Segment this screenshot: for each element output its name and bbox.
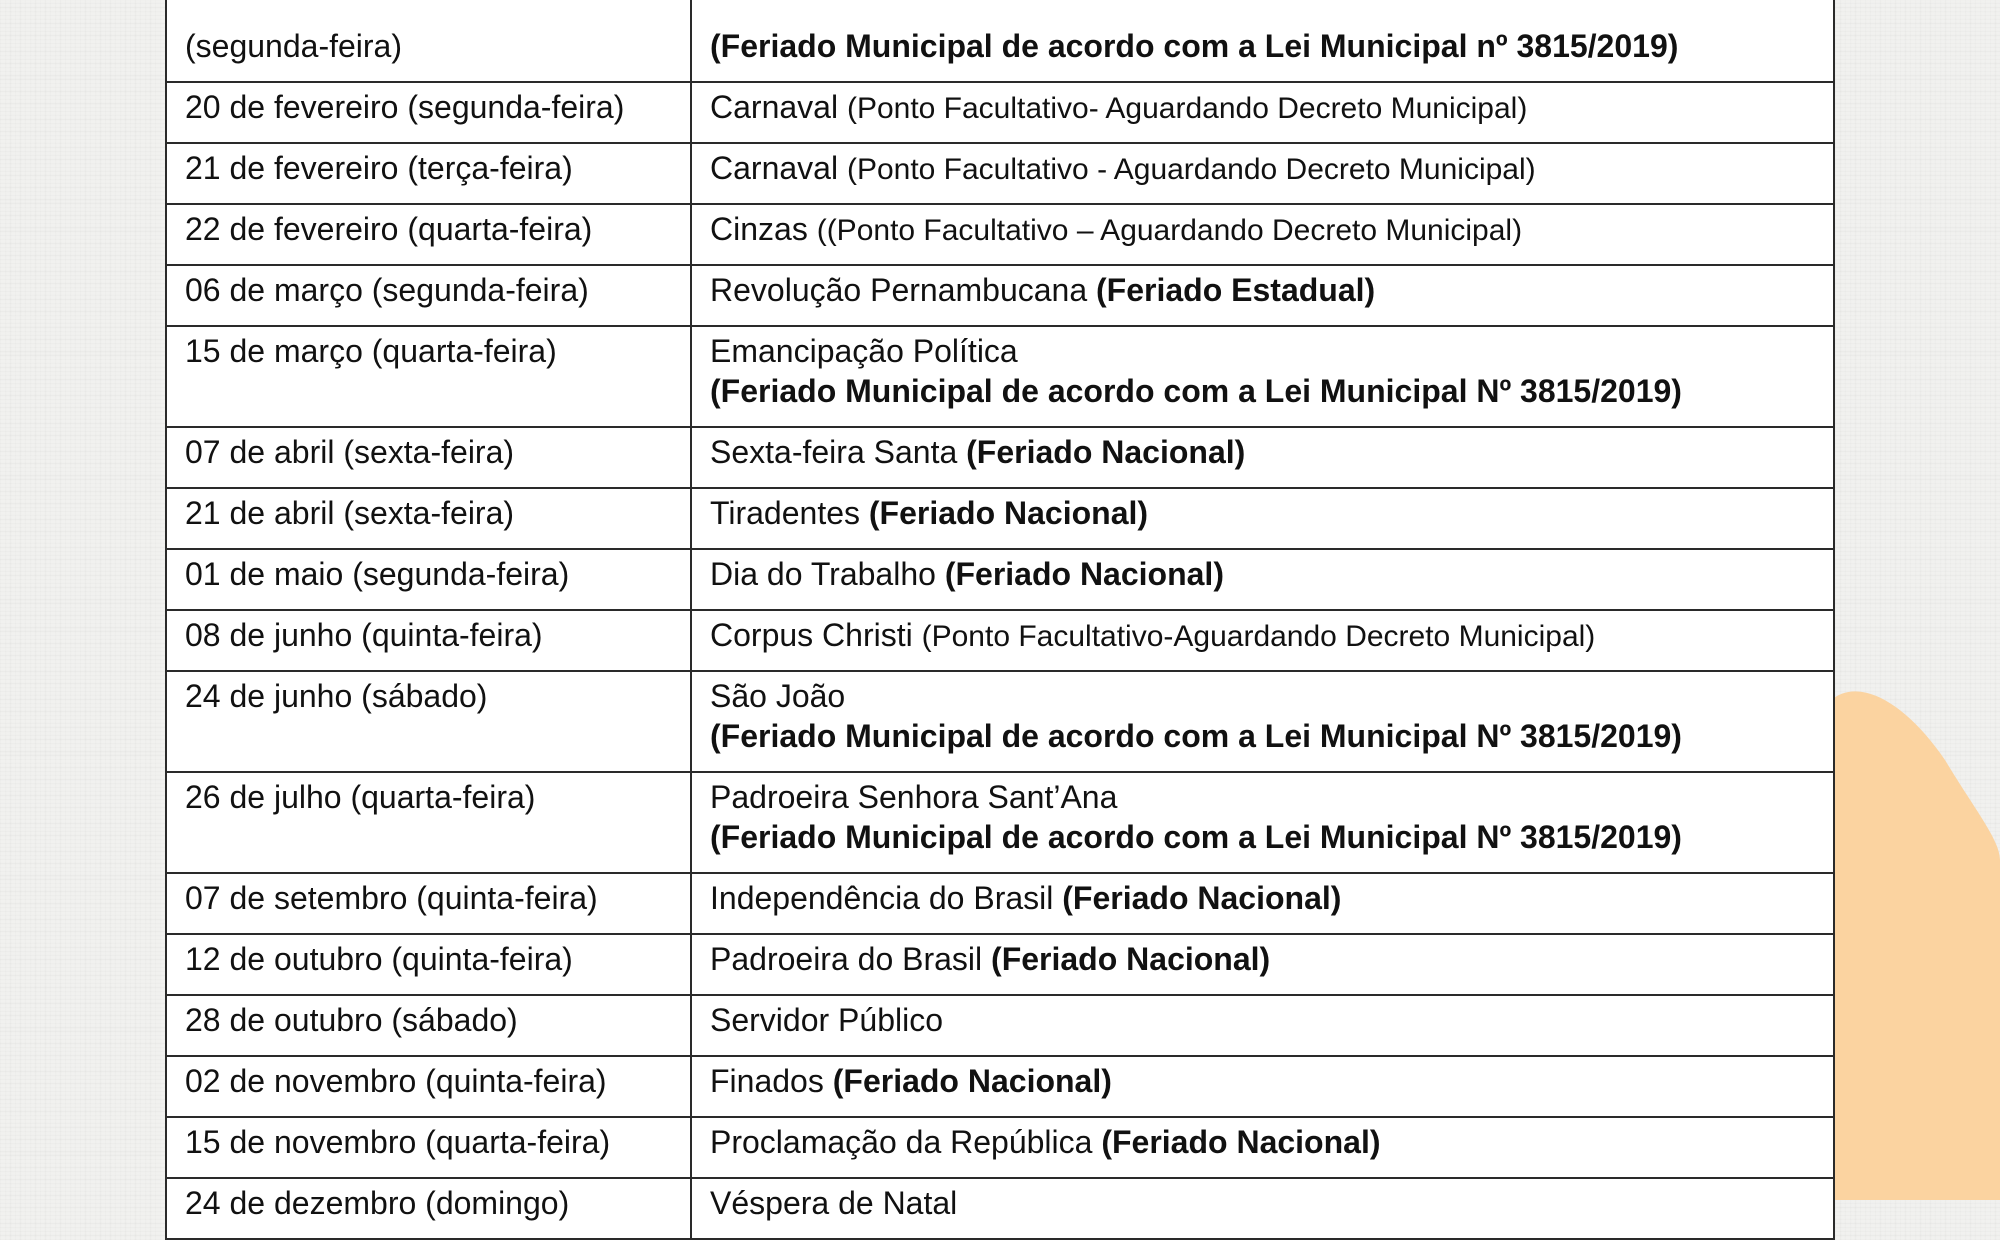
description-cell xyxy=(691,1056,1834,1117)
date-cell: 21 de fevereiro (terça-feira) xyxy=(166,143,691,204)
event-name: São João xyxy=(710,678,846,714)
event-name: Carnaval xyxy=(710,150,847,186)
table-row xyxy=(166,1178,1834,1239)
event-name: Padroeira do Brasil xyxy=(710,941,992,977)
description-cell xyxy=(691,671,1834,772)
table-row xyxy=(166,265,1834,326)
table-row xyxy=(166,873,1834,934)
table-row xyxy=(166,1056,1834,1117)
table-row xyxy=(166,1117,1834,1178)
table-row xyxy=(166,326,1834,427)
description-cell xyxy=(691,772,1834,873)
table-row xyxy=(166,204,1834,265)
date-cell: 06 de março (segunda-feira) xyxy=(166,265,691,326)
description-cell xyxy=(691,265,1834,326)
table-row xyxy=(166,0,1834,82)
date-cell: 07 de setembro (quinta-feira) xyxy=(166,873,691,934)
description-cell xyxy=(691,143,1834,204)
legal-status: (Feriado Nacional) xyxy=(832,1063,1112,1099)
legal-status: (Feriado Nacional) xyxy=(1062,880,1342,916)
event-name: Emancipação Política xyxy=(710,333,1018,369)
date-cell: 28 de outubro (sábado) xyxy=(166,995,691,1056)
event-name: Tiradentes xyxy=(710,495,869,531)
table-row xyxy=(166,488,1834,549)
date-cell: 20 de fevereiro (segunda-feira) xyxy=(166,82,691,143)
table-row xyxy=(166,610,1834,671)
date-cell: 22 de fevereiro (quarta-feira) xyxy=(166,204,691,265)
legal-status: (Feriado Estadual) xyxy=(1096,272,1376,308)
event-name: Finados xyxy=(710,1063,833,1099)
date-cell: 21 de abril (sexta-feira) xyxy=(166,488,691,549)
legal-status: (Feriado Nacional) xyxy=(868,495,1149,531)
event-name: Servidor Público xyxy=(710,1002,943,1038)
table-row xyxy=(166,934,1834,995)
event-name: Proclamação da República xyxy=(710,1124,1102,1160)
event-name: Corpus Christi xyxy=(710,617,922,653)
table-row xyxy=(166,143,1834,204)
description-cell xyxy=(691,488,1834,549)
date-cell: 26 de julho (quarta-feira) xyxy=(166,772,691,873)
description-cell xyxy=(691,873,1834,934)
legal-status: (Feriado Municipal de acordo com a Lei Municipal Nº 3815/2019) xyxy=(710,373,1682,409)
legal-status: (Feriado Nacional) xyxy=(944,556,1224,592)
table-row xyxy=(166,427,1834,488)
holiday-calendar-document xyxy=(165,0,1835,1240)
date-cell: (segunda-feira) xyxy=(166,0,691,82)
description-cell xyxy=(691,1178,1834,1239)
legal-status: (Feriado Nacional) xyxy=(966,434,1246,470)
holiday-table xyxy=(165,0,1835,1240)
event-name: Carnaval xyxy=(710,89,847,125)
event-name: Véspera de Natal xyxy=(710,1185,958,1221)
table-row xyxy=(166,772,1834,873)
legal-status: (Feriado Nacional) xyxy=(1101,1124,1381,1160)
description-cell xyxy=(691,204,1834,265)
legal-status: (Feriado Municipal de acordo com a Lei Municipal Nº 3815/2019) xyxy=(710,718,1682,754)
description-cell xyxy=(691,549,1834,610)
event-note: (Ponto Facultativo-Aguardando Decreto Municipal) xyxy=(921,620,1596,653)
event-note: ((Ponto Facultativo – Aguardando Decreto Municipal) xyxy=(816,214,1523,247)
date-cell: 15 de novembro (quarta-feira) xyxy=(166,1117,691,1178)
date-cell: 12 de outubro (quinta-feira) xyxy=(166,934,691,995)
description-cell xyxy=(691,934,1834,995)
date-cell: 08 de junho (quinta-feira) xyxy=(166,610,691,671)
table-row xyxy=(166,995,1834,1056)
event-note: (Ponto Facultativo - Aguardando Decreto Municipal) xyxy=(846,153,1536,186)
description-cell xyxy=(691,1117,1834,1178)
event-name: Independência do Brasil xyxy=(710,880,1063,916)
date-cell: 15 de março (quarta-feira) xyxy=(166,326,691,427)
table-row xyxy=(166,82,1834,143)
table-row xyxy=(166,549,1834,610)
table-row xyxy=(166,671,1834,772)
date-cell: 01 de maio (segunda-feira) xyxy=(166,549,691,610)
legal-status: (Feriado Municipal de acordo com a Lei Municipal nº 3815/2019) xyxy=(710,28,1679,64)
event-name: Sexta-feira Santa xyxy=(710,434,967,470)
event-name: Cinzas xyxy=(710,211,817,247)
description-cell xyxy=(691,0,1834,82)
legal-status: (Feriado Municipal de acordo com a Lei Municipal Nº 3815/2019) xyxy=(710,819,1682,855)
legal-status: (Feriado Nacional) xyxy=(991,941,1271,977)
date-cell: 07 de abril (sexta-feira) xyxy=(166,427,691,488)
description-cell xyxy=(691,995,1834,1056)
event-name: Dia do Trabalho xyxy=(710,556,945,592)
description-cell xyxy=(691,326,1834,427)
date-cell: 24 de junho (sábado) xyxy=(166,671,691,772)
event-name: Revolução Pernambucana xyxy=(710,272,1097,308)
description-cell xyxy=(691,427,1834,488)
date-cell: 24 de dezembro (domingo) xyxy=(166,1178,691,1239)
date-cell: 02 de novembro (quinta-feira) xyxy=(166,1056,691,1117)
description-cell xyxy=(691,610,1834,671)
event-note: (Ponto Facultativo- Aguardando Decreto Municipal) xyxy=(846,92,1528,125)
event-name: Padroeira Senhora Sant’Ana xyxy=(710,779,1118,815)
description-cell xyxy=(691,82,1834,143)
